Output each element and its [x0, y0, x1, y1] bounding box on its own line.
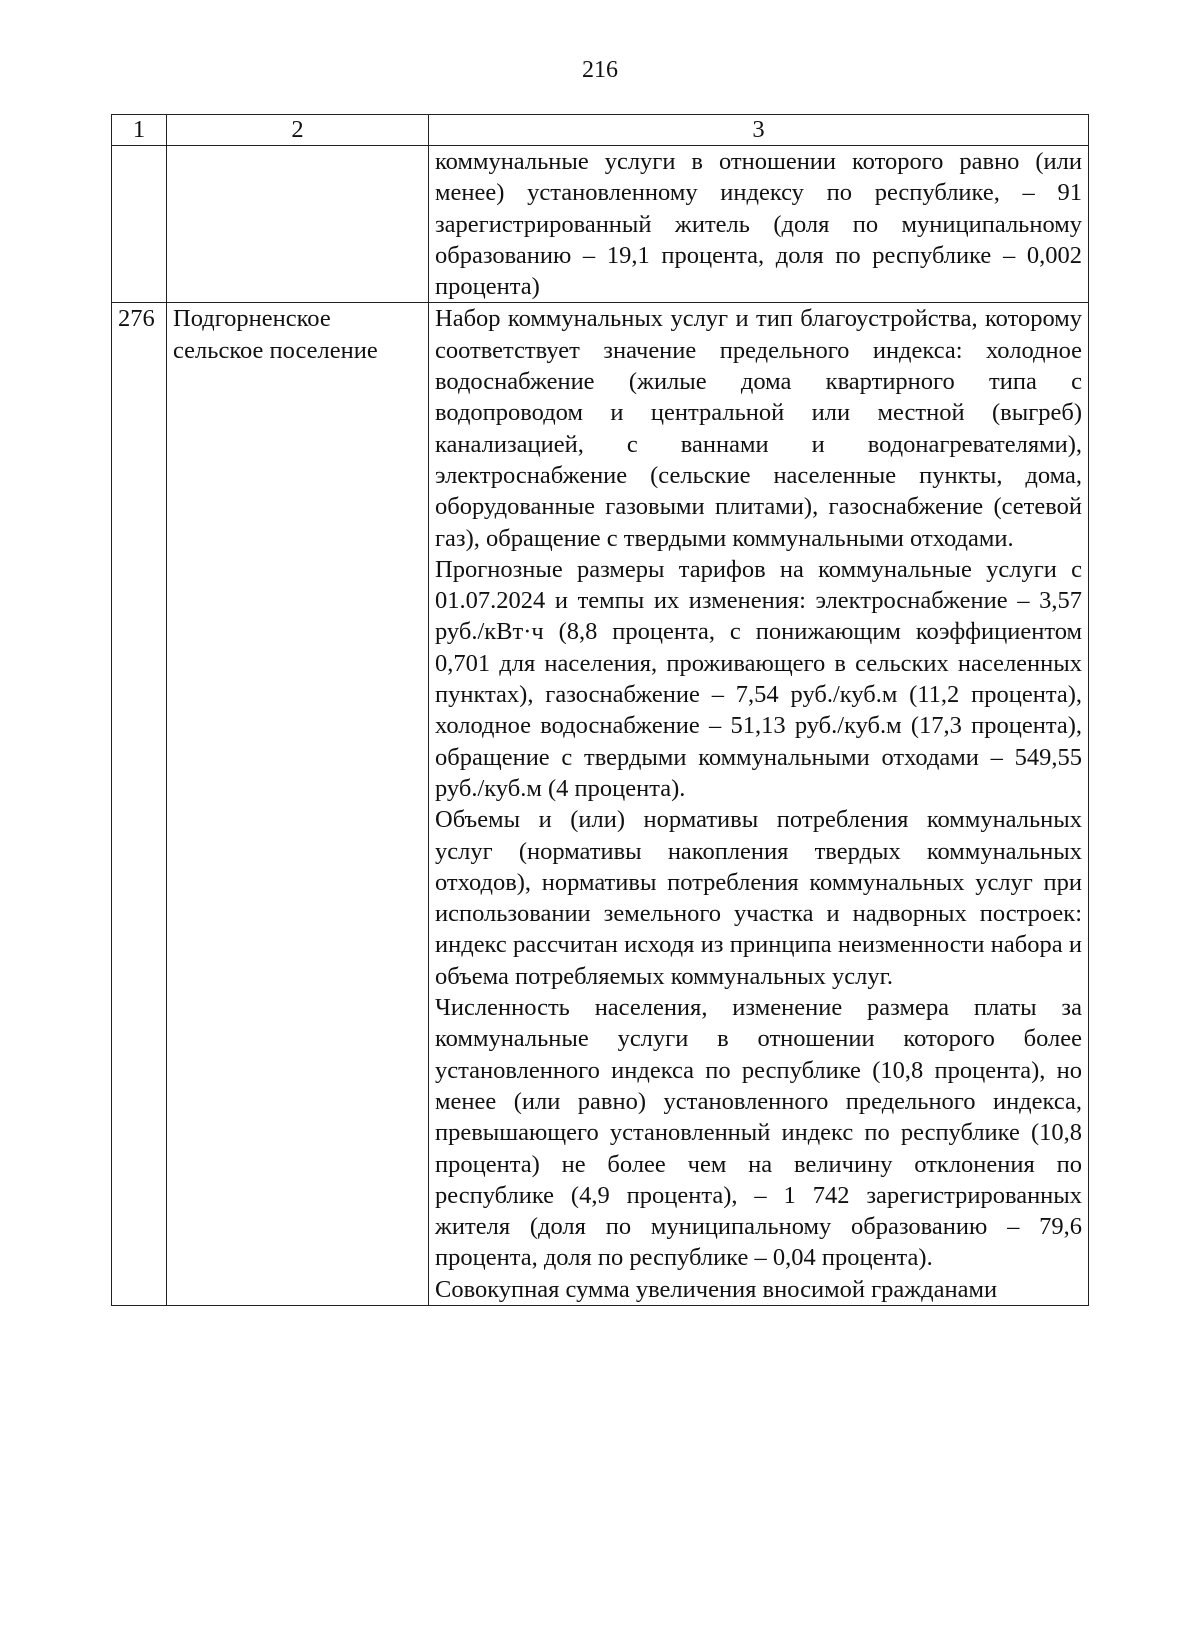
cell-description: [429, 303, 1089, 1306]
cell-municipality: [167, 146, 429, 303]
document-table: [111, 114, 1089, 1306]
cell-number: [112, 146, 167, 303]
paragraph-total-increase: Совокупная сумма увеличения вносимой гражданами: [435, 1275, 998, 1303]
column-header-1: 1: [112, 115, 167, 146]
page-number: 216: [582, 57, 618, 83]
table-row-continuation: [112, 146, 1089, 303]
paragraph-tariffs: Прогнозные размеры тарифов на коммунальные услуги с 01.07.2024 и темпы их изменения: электроснабжение – 3,57 руб./кВт·ч (8,8 процента, с понижающим коэффициентом 0,701 для населения, проживающего в сельских населенных пунктах), газоснабжение – 7,54 руб./куб.м (11,2 процента), холодное водоснабжение – 51,13 руб./куб.м (17,3 процента), обращение с твердыми коммунальными отходами – 549,55 руб./куб.м (4 процента).: [435, 555, 1082, 802]
cell-municipality: Подгорненское сельское поселение: [167, 303, 429, 1306]
paragraph-consumption-norms: Объемы и (или) нормативы потребления коммунальных услуг (нормативы накопления твердых коммунальных отходов), нормативы потребления коммунальных услуг при использовании земельного участка и надворных построек: индекс рассчитан исходя из принципа неизменности набора и объема потребляемых коммунальных услуг.: [435, 806, 1082, 990]
table-header-row: [112, 115, 1089, 146]
paragraph-population: Численность населения, изменение размера платы за коммунальные услуги в отношении которого более установленного индекса по республике (10,8 процента), но менее (или равно) установленного предельного индекса, превышающего установленный индекс по республике (10,8 процента) не более чем на величину отклонения по республике (4,9 процента), – 1 742 зарегистрированных жителя (доля по муниципальному образованию – 79,6 процента, доля по республике – 0,04 процента).: [435, 994, 1082, 1272]
cell-number: 276: [112, 303, 167, 1306]
cell-description: [429, 146, 1089, 303]
table-row-276: [112, 303, 1089, 1306]
column-header-2: 2: [167, 115, 429, 146]
column-header-3: 3: [429, 115, 1089, 146]
description-paragraph: коммунальные услуги в отношении которого равно (или менее) установленному индексу по республике, – 91 зарегистрированный житель (доля по муниципальному образованию – 19,1 процента, доля по республике – 0,002 процента): [435, 148, 1082, 301]
paragraph-utility-set: Набор коммунальных услуг и тип благоустройства, которому соответствует значение предельного индекса: холодное водоснабжение (жилые дома квартирного типа с водопроводом и центральной или местной (выгреб) канализацией, с ваннами и водонагревателями), электроснабжение (сельские населенные пункты, дома, оборудованные газовыми плитами), газоснабжение (сетевой газ), обращение с твердыми коммунальными отходами.: [435, 305, 1082, 552]
